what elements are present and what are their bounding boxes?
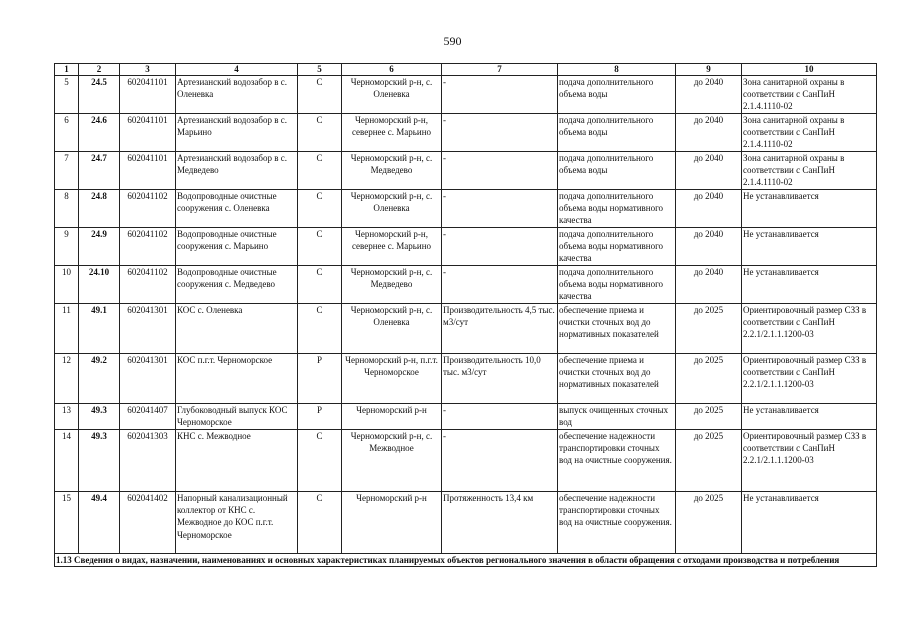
object-characteristics: Протяженность 13,4 км bbox=[442, 492, 558, 554]
object-deadline: до 2040 bbox=[676, 114, 742, 152]
object-zone: Ориентировочный размер СЗЗ в соответствии с СанПиН 2.2.1/2.1.1.1200-03 bbox=[742, 354, 877, 404]
object-id: 602041101 bbox=[120, 114, 176, 152]
object-name: КОС п.г.т. Черноморское bbox=[176, 354, 298, 404]
row-number: 15 bbox=[55, 492, 79, 554]
object-status: С bbox=[298, 228, 342, 266]
object-characteristics: - bbox=[442, 114, 558, 152]
object-zone: Не устанавливается bbox=[742, 404, 877, 430]
object-status: С bbox=[298, 190, 342, 228]
object-characteristics: - bbox=[442, 266, 558, 304]
object-id: 602041102 bbox=[120, 266, 176, 304]
object-location: Черноморский р-н, севернее с. Марьино bbox=[342, 114, 442, 152]
object-characteristics: - bbox=[442, 76, 558, 114]
object-characteristics: Производительность 4,5 тыс. м3/сут bbox=[442, 304, 558, 354]
header-cell: 4 bbox=[176, 64, 298, 76]
table-row bbox=[55, 492, 877, 554]
object-status: С bbox=[298, 266, 342, 304]
object-purpose: обеспечение надежности транспортировки сточных вод на очистные сооружения. bbox=[558, 430, 676, 492]
page-number: 590 bbox=[443, 34, 462, 48]
object-status: Р bbox=[298, 354, 342, 404]
object-name: Артезианский водозабор в с. Марьино bbox=[176, 114, 298, 152]
table-row bbox=[55, 228, 877, 266]
table-row bbox=[55, 404, 877, 430]
object-name: Напорный канализационный коллектор от КНС с. Межводное до КОС п.г.т. Черноморское bbox=[176, 492, 298, 554]
object-purpose: подача дополнительного объема воды bbox=[558, 76, 676, 114]
object-status: С bbox=[298, 304, 342, 354]
object-purpose: обеспечение приема и очистки сточных вод до нормативных показателей bbox=[558, 304, 676, 354]
object-zone: Не устанавливается bbox=[742, 266, 877, 304]
object-deadline: до 2040 bbox=[676, 76, 742, 114]
object-name: КОС с. Оленевка bbox=[176, 304, 298, 354]
object-status: С bbox=[298, 430, 342, 492]
table-row bbox=[55, 304, 877, 354]
row-number: 10 bbox=[55, 266, 79, 304]
object-id: 602041101 bbox=[120, 152, 176, 190]
object-code: 49.3 bbox=[79, 404, 120, 430]
object-code: 49.4 bbox=[79, 492, 120, 554]
table-row bbox=[55, 430, 877, 492]
object-deadline: до 2040 bbox=[676, 266, 742, 304]
table-row bbox=[55, 190, 877, 228]
row-number: 6 bbox=[55, 114, 79, 152]
object-status: С bbox=[298, 152, 342, 190]
header-row bbox=[55, 64, 877, 76]
header-cell: 5 bbox=[298, 64, 342, 76]
object-status: С bbox=[298, 114, 342, 152]
object-location: Черноморский р-н, п.г.т. Черноморское bbox=[342, 354, 442, 404]
object-purpose: обеспечение приема и очистки сточных вод до нормативных показателей bbox=[558, 354, 676, 404]
object-code: 24.10 bbox=[79, 266, 120, 304]
header-cell: 8 bbox=[558, 64, 676, 76]
object-id: 602041301 bbox=[120, 354, 176, 404]
object-status: С bbox=[298, 76, 342, 114]
object-deadline: до 2025 bbox=[676, 304, 742, 354]
object-location: Черноморский р-н, с. Медведево bbox=[342, 266, 442, 304]
object-characteristics: - bbox=[442, 228, 558, 266]
header-cell: 10 bbox=[742, 64, 877, 76]
table-row bbox=[55, 152, 877, 190]
header-cell: 7 bbox=[442, 64, 558, 76]
object-zone: Зона санитарной охраны в соответствии с СанПиН 2.1.4.1110-02 bbox=[742, 114, 877, 152]
object-id: 602041301 bbox=[120, 304, 176, 354]
object-code: 24.6 bbox=[79, 114, 120, 152]
object-id: 602041102 bbox=[120, 190, 176, 228]
object-characteristics: - bbox=[442, 430, 558, 492]
object-code: 49.3 bbox=[79, 430, 120, 492]
object-name: Артезианский водозабор в с. Оленевка bbox=[176, 76, 298, 114]
object-deadline: до 2040 bbox=[676, 228, 742, 266]
object-id: 602041407 bbox=[120, 404, 176, 430]
objects-table bbox=[54, 63, 877, 567]
row-number: 13 bbox=[55, 404, 79, 430]
object-purpose: выпуск очищенных сточных вод bbox=[558, 404, 676, 430]
object-name: Водопроводные очистные сооружения с. Оленевка bbox=[176, 190, 298, 228]
object-code: 24.7 bbox=[79, 152, 120, 190]
object-location: Черноморский р-н, с. Оленевка bbox=[342, 190, 442, 228]
object-code: 49.2 bbox=[79, 354, 120, 404]
object-id: 602041402 bbox=[120, 492, 176, 554]
header-cell: 9 bbox=[676, 64, 742, 76]
object-deadline: до 2040 bbox=[676, 190, 742, 228]
object-code: 24.8 bbox=[79, 190, 120, 228]
object-deadline: до 2025 bbox=[676, 404, 742, 430]
row-number: 9 bbox=[55, 228, 79, 266]
object-location: Черноморский р-н, с. Медведево bbox=[342, 152, 442, 190]
object-purpose: подача дополнительного объема воды нормативного качества bbox=[558, 266, 676, 304]
object-code: 49.1 bbox=[79, 304, 120, 354]
row-number: 14 bbox=[55, 430, 79, 492]
object-characteristics: Производительность 10,0 тыс. м3/сут bbox=[442, 354, 558, 404]
object-location: Черноморский р-н bbox=[342, 492, 442, 554]
header-cell: 1 bbox=[55, 64, 79, 76]
object-purpose: подача дополнительного объема воды bbox=[558, 152, 676, 190]
object-code: 24.9 bbox=[79, 228, 120, 266]
object-deadline: до 2025 bbox=[676, 430, 742, 492]
object-name: Водопроводные очистные сооружения с. Медведево bbox=[176, 266, 298, 304]
object-code: 24.5 bbox=[79, 76, 120, 114]
object-name: Артезианский водозабор в с. Медведево bbox=[176, 152, 298, 190]
object-status: Р bbox=[298, 404, 342, 430]
row-number: 5 bbox=[55, 76, 79, 114]
object-name: Водопроводные очистные сооружения с. Марьино bbox=[176, 228, 298, 266]
object-id: 602041303 bbox=[120, 430, 176, 492]
section-heading-row bbox=[55, 554, 877, 567]
row-number: 7 bbox=[55, 152, 79, 190]
object-id: 602041101 bbox=[120, 76, 176, 114]
object-deadline: до 2025 bbox=[676, 354, 742, 404]
object-location: Черноморский р-н, с. Оленевка bbox=[342, 76, 442, 114]
table-row bbox=[55, 266, 877, 304]
object-zone: Зона санитарной охраны в соответствии с СанПиН 2.1.4.1110-02 bbox=[742, 76, 877, 114]
section-heading: 1.13 Сведения о видах, назначении, наименованиях и основных характеристиках планируемых объектов регионального значения в области обращения с отходами производства и потребления bbox=[55, 554, 877, 567]
object-purpose: подача дополнительного объема воды bbox=[558, 114, 676, 152]
object-purpose: подача дополнительного объема воды нормативного качества bbox=[558, 228, 676, 266]
table-row bbox=[55, 76, 877, 114]
object-zone: Не устанавливается bbox=[742, 492, 877, 554]
header-cell: 2 bbox=[79, 64, 120, 76]
header-cell: 6 bbox=[342, 64, 442, 76]
object-zone: Не устанавливается bbox=[742, 190, 877, 228]
row-number: 12 bbox=[55, 354, 79, 404]
object-location: Черноморский р-н, севернее с. Марьино bbox=[342, 228, 442, 266]
object-purpose: обеспечение надежности транспортировки сточных вод на очистные сооружения. bbox=[558, 492, 676, 554]
table-row bbox=[55, 354, 877, 404]
table-row bbox=[55, 114, 877, 152]
object-deadline: до 2025 bbox=[676, 492, 742, 554]
object-location: Черноморский р-н, с. Оленевка bbox=[342, 304, 442, 354]
object-characteristics: - bbox=[442, 152, 558, 190]
object-zone: Не устанавливается bbox=[742, 228, 877, 266]
object-zone: Зона санитарной охраны в соответствии с СанПиН 2.1.4.1110-02 bbox=[742, 152, 877, 190]
object-name: Глубоководный выпуск КОС Черноморское bbox=[176, 404, 298, 430]
object-id: 602041102 bbox=[120, 228, 176, 266]
object-status: С bbox=[298, 492, 342, 554]
object-characteristics: - bbox=[442, 404, 558, 430]
object-deadline: до 2040 bbox=[676, 152, 742, 190]
object-characteristics: - bbox=[442, 190, 558, 228]
object-location: Черноморский р-н bbox=[342, 404, 442, 430]
object-zone: Ориентировочный размер СЗЗ в соответствии с СанПиН 2.2.1/2.1.1.1200-03 bbox=[742, 304, 877, 354]
object-name: КНС с. Межводное bbox=[176, 430, 298, 492]
object-purpose: подача дополнительного объема воды нормативного качества bbox=[558, 190, 676, 228]
header-cell: 3 bbox=[120, 64, 176, 76]
object-zone: Ориентировочный размер СЗЗ в соответствии с СанПиН 2.2.1/2.1.1.1200-03 bbox=[742, 430, 877, 492]
row-number: 8 bbox=[55, 190, 79, 228]
row-number: 11 bbox=[55, 304, 79, 354]
object-location: Черноморский р-н, с. Межводное bbox=[342, 430, 442, 492]
